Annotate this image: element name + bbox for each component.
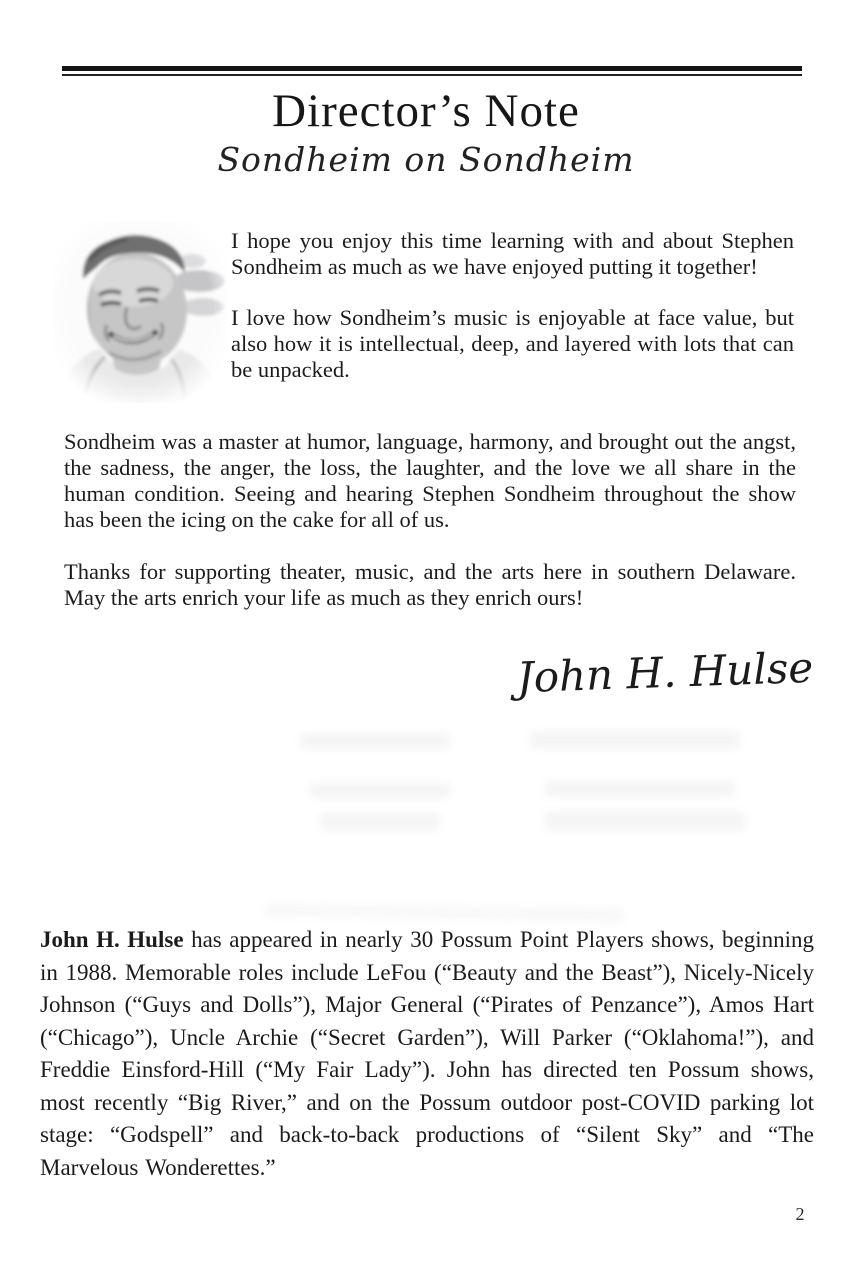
note-paragraph-1: I hope you enjoy this time learning with and about Stephen Sondheim as much as we have enjoyed putting it together! (231, 228, 794, 279)
note-paragraph-4: Thanks for supporting theater, music, and the arts here in southern Delaware. May the arts enrich your life as much as they enrich ours! (64, 559, 796, 610)
header-double-rule (62, 66, 802, 76)
rule-thin-line (62, 74, 802, 76)
note-paragraph-2: I love how Sondheim’s music is enjoyable at face value, but also how it is intellectual, deep, and layered with lots that can be unpacked. (231, 305, 794, 382)
director-signature: John H. Hulse (516, 642, 814, 703)
page-number: 2 (795, 1204, 805, 1224)
note-intro-column (231, 228, 794, 408)
page-title: Director’s Note (272, 85, 580, 137)
bio-name: John H. Hulse (40, 927, 184, 952)
bio-paragraph (40, 924, 814, 1184)
bio-text: has appeared in nearly 30 Possum Point Players shows, beginning in 1988. Memorable roles include LeFou (“Beauty and the Beast”), Nicely-Nicely Johnson (“Guys and Dolls”), Major General (“Pirates of Penzance”), Amos Hart (“Chicago”), Uncle Archie (“Secret Garden”), Will Parker (“Oklahoma!”), and Freddie Einsford-Hill (“My Fair Lady”). John has directed ten Possum shows, most recently “Big River,” and on the Possum outdoor post-COVID parking lot stage: “Godspell” and back-to-back productions of “Silent Sky” and “The Marvelous Wonderettes.” (40, 927, 814, 1180)
rule-thick-line (62, 66, 802, 71)
note-body-column (64, 429, 796, 637)
portrait-illustration (53, 221, 227, 403)
note-paragraph-3: Sondheim was a master at humor, language, harmony, and brought out the angst, the sadness, the anger, the loss, the laughter, and the love we all share in the human condition. Seeing and hearing Stephen Sondheim throughout the show has been the icing on the cake for all of us. (64, 429, 796, 532)
page-subtitle: Sondheim on Sondheim (217, 140, 635, 179)
director-portrait-photo (53, 221, 227, 403)
